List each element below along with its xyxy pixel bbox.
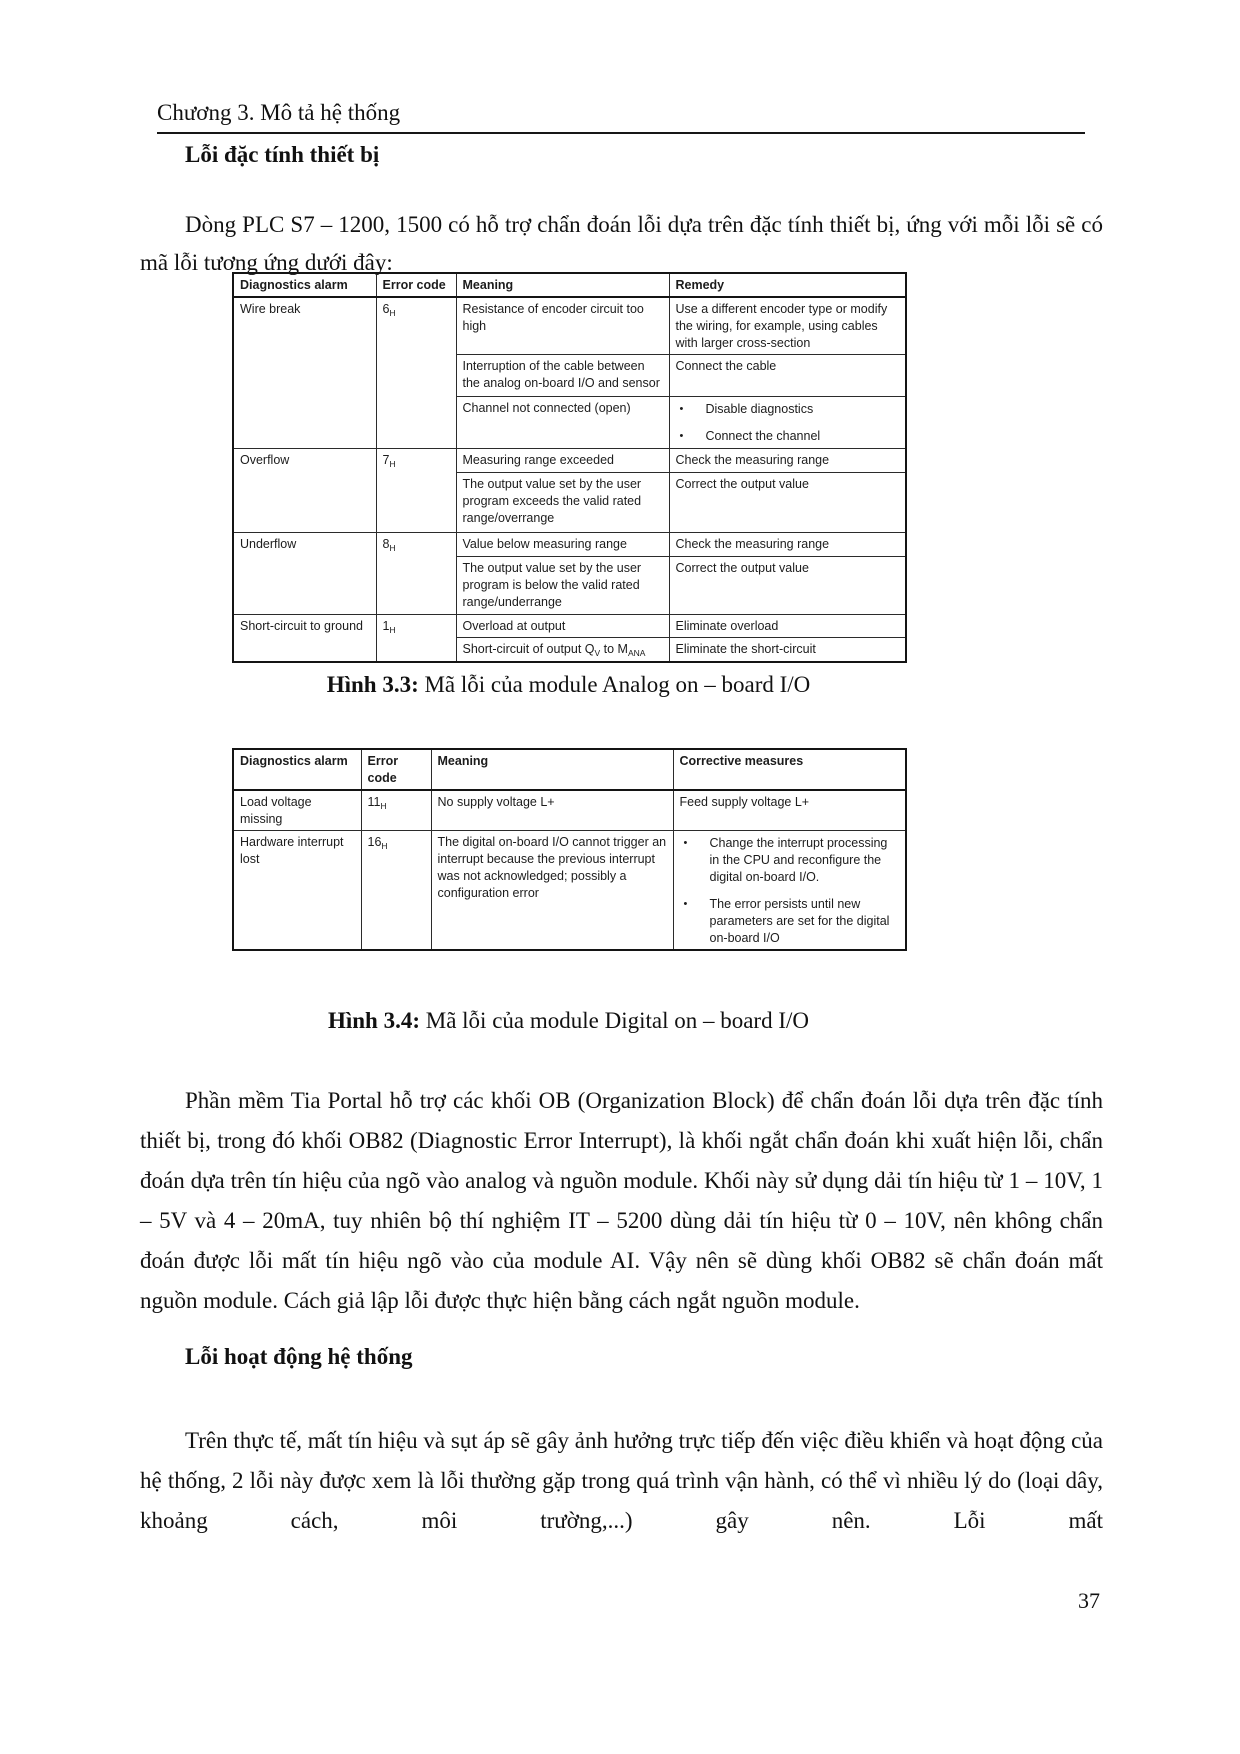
- table-row: [233, 297, 906, 355]
- alarm-cell: Underflow: [233, 533, 376, 615]
- bullet-item: • Disable diagnostics: [679, 402, 814, 416]
- table-header-row: [233, 273, 906, 297]
- alarm-cell: Hardware interrupt lost: [233, 831, 361, 951]
- remedy-cell: [669, 397, 906, 449]
- column-header-error-code: Error code: [361, 749, 431, 790]
- meaning-cell: Value below measuring range: [456, 533, 669, 557]
- code-cell: $6_H$: [376, 297, 456, 449]
- meaning-cell: Overload at output: [456, 615, 669, 638]
- code-cell: $8_H$: [376, 533, 456, 615]
- code-cell: $1_H$: [376, 615, 456, 663]
- bullet-icon: •: [679, 403, 684, 415]
- table-row: [233, 533, 906, 557]
- column-header-meaning: Meaning: [431, 749, 673, 790]
- alarm-cell: Short-circuit to ground: [233, 615, 376, 663]
- column-header-corrective-measures: Corrective measures: [673, 749, 906, 790]
- bullet-item: • Change the interrupt processing in the CPU and reconfigure the digital on-board I/O.: [683, 836, 888, 884]
- column-header-diagnostics-alarm: Diagnostics alarm: [233, 749, 361, 790]
- remedy-cell: Correct the output value: [669, 473, 906, 533]
- digital-error-code-table: [232, 748, 907, 951]
- table-row: [233, 615, 906, 638]
- column-header-diagnostics-alarm: Diagnostics alarm: [233, 273, 376, 297]
- bullet-icon: •: [683, 898, 688, 910]
- code-cell: $7_H$: [376, 449, 456, 533]
- bullet-item: • The error persists until new parameters are set for the digital on-board I/O: [683, 897, 890, 945]
- alarm-cell: Load voltage missing: [233, 790, 361, 831]
- column-header-remedy: Remedy: [669, 273, 906, 297]
- meaning-cell: The output value set by the user program exceeds the valid rated range/overrange: [456, 473, 669, 533]
- ob-block-paragraph: Phần mềm Tia Portal hỗ trợ các khối OB (Organization Block) để chẩn đoán lỗi dựa trên đặc tính thiết bị, trong đó khối OB82 (Diagnostic Error Interrupt), là khối ngắt chẩn đoán khi xuất hiện lỗi, chẩn đoán dựa trên tín hiệu của ngõ vào analog và nguồn module. Khối này sử dụng dải tín hiệu từ 1 – 10V, 1 – 5V và 4 – 20mA, tuy nhiên bộ thí nghiệm IT – 5200 dùng dải tín hiệu từ 0 – 10V, nên không chẩn đoán được lỗi mất tín hiệu ngõ vào của module AI. Vậy nên sẽ dùng khối OB82 sẽ chẩn đoán mất nguồn module. Cách giả lập lỗi được thực hiện bằng cách ngắt nguồn module.: [140, 1088, 1103, 1313]
- remedy-cell: [673, 831, 906, 951]
- table-row: [233, 790, 906, 831]
- meaning-cell: No supply voltage L+: [431, 790, 673, 831]
- column-header-error-code: Error code: [376, 273, 456, 297]
- chapter-header: Chương 3. Mô tả hệ thống: [157, 100, 1085, 134]
- figure-caption-3-3: Hình 3.3: Mã lỗi của module Analog on – board I/O: [326, 672, 811, 697]
- code-cell: $11_H$: [361, 790, 431, 831]
- remedy-cell: Eliminate overload: [669, 615, 906, 638]
- meaning-cell: Short-circuit of output $Q_V$ to $M_{ANA}$: [456, 638, 669, 663]
- intro-paragraph: Dòng PLC S7 – 1200, 1500 có hỗ trợ chẩn đoán lỗi dựa trên đặc tính thiết bị, ứng với mỗi lỗi sẽ có mã lỗi tương ứng dưới đây:: [140, 212, 1103, 275]
- remedy-cell: Check the measuring range: [669, 533, 906, 557]
- code-cell: $16_H$: [361, 831, 431, 951]
- page-number: 37: [1078, 1588, 1100, 1613]
- alarm-cell: Wire break: [233, 297, 376, 449]
- remedy-cell: Feed supply voltage L+: [673, 790, 906, 831]
- remedy-cell: Correct the output value: [669, 557, 906, 615]
- table-row: [233, 831, 906, 951]
- remedy-cell: Check the measuring range: [669, 449, 906, 473]
- analog-error-code-table: [232, 272, 907, 663]
- section-heading-system-errors: Lỗi hoạt động hệ thống: [185, 1344, 413, 1369]
- table-header-row: [233, 749, 906, 790]
- meaning-cell: The digital on-board I/O cannot trigger an interrupt because the previous interrupt was not acknowledged; possibly a configuration error: [431, 831, 673, 951]
- meaning-cell: Resistance of encoder circuit too high: [456, 297, 669, 355]
- bullet-item: • Connect the channel: [679, 429, 821, 443]
- column-header-meaning: Meaning: [456, 273, 669, 297]
- alarm-cell: Overflow: [233, 449, 376, 533]
- bullet-icon: •: [679, 430, 684, 442]
- remedy-cell: Use a different encoder type or modify the wiring, for example, using cables with larger cross-section: [669, 297, 906, 355]
- meaning-cell: The output value set by the user program is below the valid rated range/underrange: [456, 557, 669, 615]
- remedy-cell: Eliminate the short-circuit: [669, 638, 906, 663]
- system-error-paragraph: Trên thực tế, mất tín hiệu và sụt áp sẽ gây ảnh hưởng trực tiếp đến việc điều khiển và hoạt động của hệ thống, 2 lỗi này được xem là lỗi thường gặp trong quá trình vận hành, có thể vì nhiều lý do (loại dây, khoảng cách, môi trường,...) gây nên. Lỗi mất: [140, 1428, 1104, 1533]
- section-heading-device-errors: Lỗi đặc tính thiết bị: [185, 142, 380, 167]
- table-row: [233, 449, 906, 473]
- meaning-cell: Channel not connected (open): [456, 397, 669, 449]
- bullet-icon: •: [683, 837, 688, 849]
- meaning-cell: Measuring range exceeded: [456, 449, 669, 473]
- remedy-cell: Connect the cable: [669, 355, 906, 397]
- figure-caption-3-4: Hình 3.4: Mã lỗi của module Digital on – board I/O: [327, 1008, 810, 1033]
- meaning-cell: Interruption of the cable between the analog on-board I/O and sensor: [456, 355, 669, 397]
